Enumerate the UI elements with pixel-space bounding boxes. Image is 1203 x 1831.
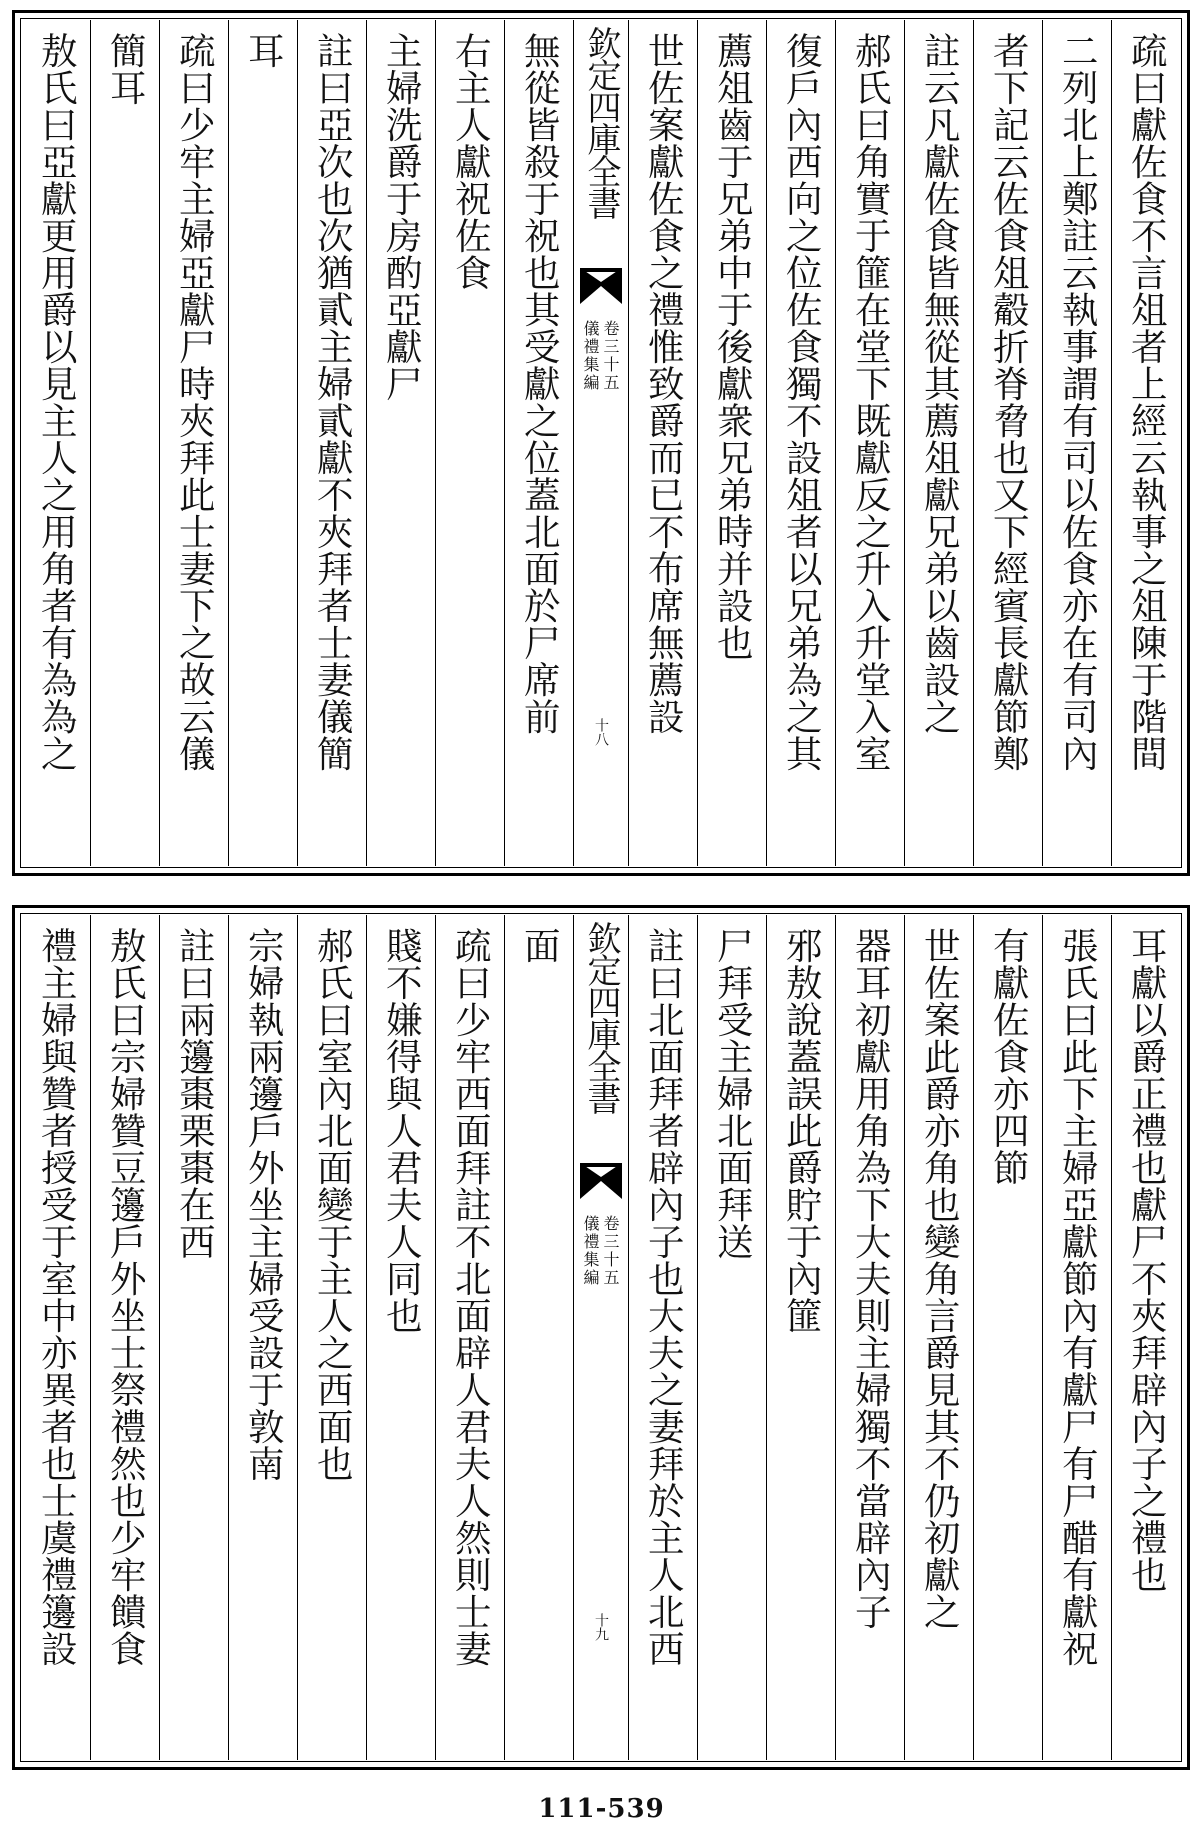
text-column xyxy=(1042,20,1111,866)
text-column xyxy=(435,20,504,866)
column-text: 耳獻以爵正禮也獻尸不夾拜辟內子之禮也 xyxy=(1125,927,1169,1593)
column-text: 者下記云佐食俎觳折脊脅也又下經賓長獻節鄭 xyxy=(987,32,1031,772)
column-text: 右主人獻祝佐食 xyxy=(449,32,493,291)
library-title: 欽定四庫全書 xyxy=(581,921,621,1113)
column-text: 有獻佐食亦四節 xyxy=(987,927,1031,1186)
column-text: 註曰亞次也次猶貳主婦貳獻不夾拜者士妻儀簡 xyxy=(311,32,355,772)
column-text: 簡耳 xyxy=(104,32,148,106)
column-text: 器耳初獻用角為下大夫則主婦獨不當辟內子 xyxy=(849,927,893,1630)
column-text: 張氏曰此下主婦亞獻節內有獻尸有尸醋有獻祝 xyxy=(1056,927,1100,1667)
column-text: 郝氏曰室內北面變于主人之西面也 xyxy=(311,927,355,1482)
library-title: 欽定四庫全書 xyxy=(581,26,621,218)
text-column xyxy=(90,915,159,1760)
column-text: 註云凡獻佐食皆無從其薦俎獻兄弟以齒設之 xyxy=(918,32,962,735)
text-column xyxy=(904,915,973,1760)
text-column xyxy=(228,20,297,866)
column-text: 禮主婦與贊者授受于室中亦異者也士虞禮籩設 xyxy=(35,927,79,1667)
juan-number: 卷三十五 xyxy=(601,1215,620,1287)
text-column xyxy=(297,915,366,1760)
text-column xyxy=(904,20,973,866)
page-number: 111-539 xyxy=(538,1794,665,1824)
bottom-page xyxy=(12,905,1190,1770)
book-title: 儀禮集編 xyxy=(581,320,600,392)
fish-tail-mark xyxy=(580,268,622,304)
text-column xyxy=(628,20,697,866)
juan-number: 卷三十五 xyxy=(601,320,620,392)
center-fold xyxy=(573,915,628,1760)
text-column xyxy=(697,915,766,1760)
column-text: 敖氏曰亞獻更用爵以見主人之用角者有為為之 xyxy=(35,32,79,772)
column-text: 註曰北面拜者辟內子也大夫之妻拜於主人北西 xyxy=(642,927,686,1667)
column-text: 薦俎齒于兄弟中于後獻衆兄弟時并設也 xyxy=(711,32,755,661)
column-text: 尸拜受主婦北面拜送 xyxy=(711,927,755,1260)
column-text: 世佐案獻佐食之禮惟致爵而已不布席無薦設 xyxy=(642,32,686,735)
text-column xyxy=(22,20,90,866)
column-text: 二列北上鄭註云執事謂有司以佐食亦在有司內 xyxy=(1056,32,1100,772)
text-column xyxy=(504,915,573,1760)
top-page xyxy=(12,10,1190,876)
folio-number: 十九 xyxy=(593,1613,609,1641)
text-column xyxy=(835,915,904,1760)
column-text: 宗婦執兩籩戶外坐主婦受設于敦南 xyxy=(242,927,286,1482)
text-column xyxy=(90,20,159,866)
text-column xyxy=(1111,915,1180,1760)
text-column xyxy=(766,915,835,1760)
column-text: 面 xyxy=(518,927,562,964)
center-fold xyxy=(573,20,628,866)
column-text: 世佐案此爵亦角也變角言爵見其不仍初獻之 xyxy=(918,927,962,1630)
column-text: 敖氏曰宗婦贊豆籩戶外坐士祭禮然也少牢饋食 xyxy=(104,927,148,1667)
folio-number: 十八 xyxy=(593,718,609,746)
text-column xyxy=(504,20,573,866)
text-column xyxy=(973,915,1042,1760)
column-text: 主婦洗爵于房酌亞獻尸 xyxy=(380,32,424,402)
column-text: 邪敖說蓋誤此爵貯于內篚 xyxy=(780,927,824,1334)
text-column xyxy=(1111,20,1180,866)
text-column xyxy=(628,915,697,1760)
column-text: 復戶內西向之位佐食獨不設俎者以兄弟為之其 xyxy=(780,32,824,772)
column-text: 疏曰少牢主婦亞獻尸時夾拜此士妻下之故云儀 xyxy=(173,32,217,772)
bottom-columns xyxy=(22,915,1180,1760)
text-column xyxy=(1042,915,1111,1760)
text-column xyxy=(159,20,228,866)
text-column xyxy=(973,20,1042,866)
column-text: 賤不嫌得與人君夫人同也 xyxy=(380,927,424,1334)
text-column xyxy=(297,20,366,866)
column-text: 耳 xyxy=(242,32,286,69)
column-text: 郝氏曰角實于篚在堂下既獻反之升入升堂入室 xyxy=(849,32,893,772)
text-column xyxy=(697,20,766,866)
text-column xyxy=(835,20,904,866)
book-title: 儀禮集編 xyxy=(581,1215,600,1287)
column-text: 無從皆殺于祝也其受獻之位蓋北面於尸席前 xyxy=(518,32,562,735)
top-columns xyxy=(22,20,1180,866)
text-column xyxy=(159,915,228,1760)
column-text: 疏曰獻佐食不言俎者上經云執事之俎陳于階間 xyxy=(1125,32,1169,772)
text-column xyxy=(435,915,504,1760)
text-column xyxy=(766,20,835,866)
text-column xyxy=(366,20,435,866)
text-column xyxy=(228,915,297,1760)
text-column xyxy=(366,915,435,1760)
column-text: 註曰兩籩棗栗棗在西 xyxy=(173,927,217,1260)
column-text: 疏曰少牢西面拜註不北面辟人君夫人然則士妻 xyxy=(449,927,493,1667)
fish-tail-mark xyxy=(580,1163,622,1199)
text-column xyxy=(22,915,90,1760)
